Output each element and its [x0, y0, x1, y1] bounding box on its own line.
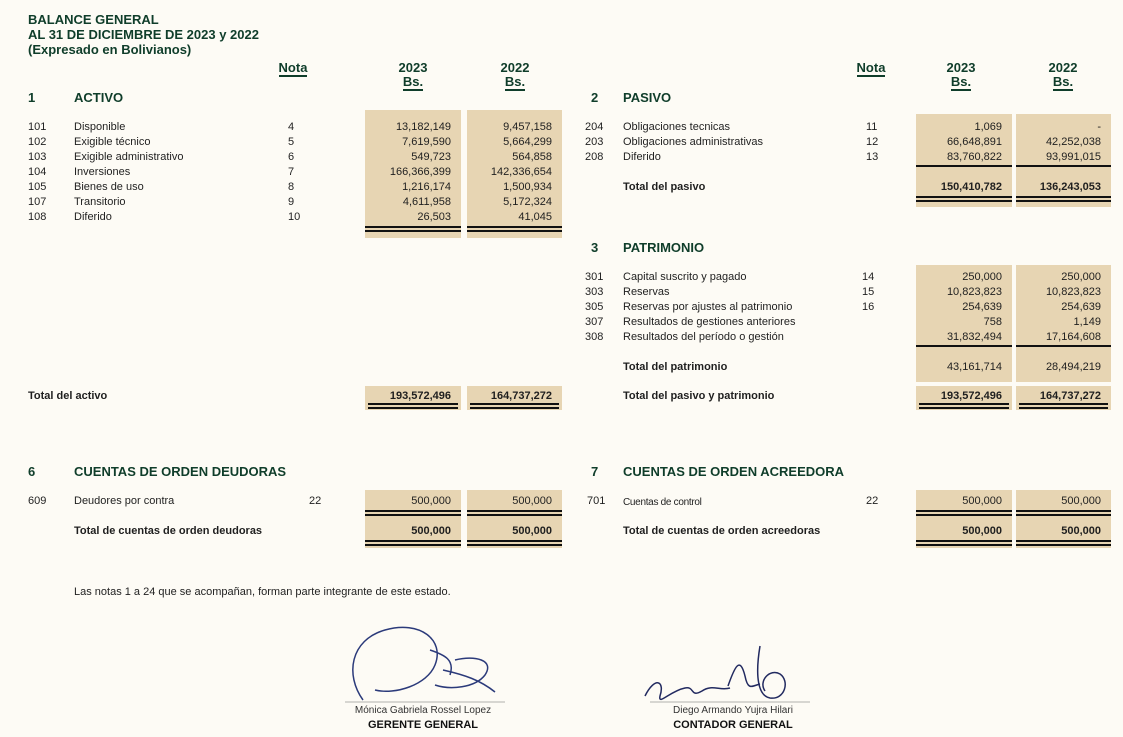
pasivo-nota: 12: [866, 136, 879, 148]
activo-value-2023: 166,366,399: [389, 166, 451, 178]
contador-name: Diego Armando Yujra Hilari: [673, 705, 793, 716]
deudoras-code: 609: [28, 495, 47, 507]
activo-label: Exigible técnico: [74, 136, 151, 148]
total-pasivo-patrimonio-label: Total del pasivo y patrimonio: [623, 390, 775, 402]
total-pasivo-patrimonio-2023: 193,572,496: [940, 390, 1002, 402]
activo-nota: 7: [288, 166, 295, 178]
total-acreedoras-2022: 500,000: [1061, 525, 1101, 537]
pasivo-double-rule-2022: [1016, 196, 1111, 202]
activo-value-2023: 4,611,958: [402, 196, 451, 208]
pasivo-value-2023: 83,760,822: [946, 151, 1002, 163]
patrimonio-label: Capital suscrito y pagado: [623, 271, 747, 283]
patrimonio-value-2022: 10,823,823: [1045, 286, 1101, 298]
acreedoras-rule-2023: [916, 510, 1012, 516]
title-line-3: (Expresado en Bolivianos): [28, 42, 192, 57]
signature-gerente: [335, 620, 515, 710]
total-patrimonio-2023: 43,161,714: [946, 361, 1002, 373]
activo-num: 1: [28, 90, 36, 105]
pasivo-value-2022: -: [1097, 121, 1101, 133]
activo-value-2022: 142,336,654: [490, 166, 552, 178]
acreedoras-heading: CUENTAS DE ORDEN ACREEDORA: [623, 464, 845, 479]
total-activo-2023: 193,572,496: [389, 390, 451, 402]
acreedoras-label: Cuentas de control: [623, 497, 702, 508]
total-pasivo-patrimonio-2022: 164,737,272: [1039, 390, 1101, 402]
gerente-name: Mónica Gabriela Rossel Lopez: [354, 705, 492, 716]
patrimonio-code: 308: [585, 331, 604, 343]
patrimonio-code: 305: [585, 301, 604, 313]
patrimonio-label: Reservas: [623, 286, 670, 298]
total-acreedoras-2023: 500,000: [962, 525, 1002, 537]
patrimonio-label: Resultados del período o gestión: [623, 331, 784, 343]
activo-value-2022: 41,045: [518, 211, 552, 223]
patrimonio-heading: PATRIMONIO: [623, 240, 705, 255]
pasivo-label: Obligaciones tecnicas: [623, 121, 731, 133]
total-pasivo-2022: 136,243,053: [1039, 181, 1101, 193]
activo-heading: ACTIVO: [74, 90, 124, 105]
patrimonio-label: Reservas por ajustes al patrimonio: [623, 301, 793, 313]
pasivo-nota: 11: [866, 121, 878, 133]
total-pasivo-label: Total del pasivo: [623, 181, 706, 193]
nota-header-left: Nota: [278, 60, 308, 75]
patrimonio-value-2023: 254,639: [962, 301, 1002, 313]
total-deudoras-2023: 500,000: [411, 525, 451, 537]
activo-value-2022: 5,172,324: [503, 196, 552, 208]
pasivo-code: 204: [585, 121, 604, 133]
activo-nota: 10: [288, 211, 301, 223]
activo-value-2022: 5,664,299: [503, 136, 552, 148]
activo-label: Bienes de uso: [74, 181, 144, 193]
activo-nota: 9: [288, 196, 295, 208]
acreedoras-code: 701: [587, 495, 606, 507]
patrimonio-subtotal-rule-2022: [1016, 345, 1111, 347]
activo-code: 107: [28, 196, 47, 208]
total-activo-rule-2022: [470, 403, 559, 409]
activo-value-2023: 7,619,590: [402, 136, 451, 148]
patrimonio-value-2023: 10,823,823: [946, 286, 1002, 298]
total-acreedoras-rule-2023: [916, 540, 1012, 546]
pasivo-label: Diferido: [623, 151, 661, 163]
patrimonio-value-2023: 31,832,494: [946, 331, 1002, 343]
activo-double-rule-2023: [365, 226, 461, 232]
activo-label: Inversiones: [74, 166, 131, 178]
patrimonio-nota: 14: [862, 271, 875, 283]
activo-nota: 5: [288, 136, 295, 148]
deudoras-label: Deudores por contra: [74, 495, 175, 507]
contador-title: CONTADOR GENERAL: [673, 719, 793, 731]
patrimonio-subtotal-rule-2023: [916, 345, 1012, 347]
deudoras-rule-2023: [365, 510, 461, 516]
footnote: Las notas 1 a 24 que se acompañan, forman parte integrante de este estado.: [74, 586, 451, 598]
total-pp-rule-2023: [919, 403, 1009, 409]
patrimonio-code: 307: [585, 316, 604, 328]
patrimonio-value-2022: 17,164,608: [1045, 331, 1101, 343]
year-2023-header-right: 2023 Bs.: [946, 60, 976, 89]
pasivo-double-rule-2023: [916, 196, 1012, 202]
title-line-2: AL 31 DE DICIEMBRE DE 2023 y 2022: [28, 27, 259, 42]
total-deudoras-label: Total de cuentas de orden deudoras: [74, 525, 263, 537]
patrimonio-value-2023: 758: [983, 316, 1002, 328]
total-acreedoras-label: Total de cuentas de orden acreedoras: [623, 525, 821, 537]
patrimonio-value-2022: 1,149: [1073, 316, 1101, 328]
activo-code: 108: [28, 211, 47, 223]
total-deudoras-2022: 500,000: [512, 525, 552, 537]
pasivo-num: 2: [591, 90, 599, 105]
gerente-title: GERENTE GENERAL: [367, 719, 478, 731]
activo-label: Exigible administrativo: [74, 151, 184, 163]
acreedoras-value-2022: 500,000: [1061, 495, 1101, 507]
activo-value-2022: 564,858: [512, 151, 552, 163]
total-deudoras-rule-2022: [467, 540, 562, 546]
activo-value-2023: 549,723: [411, 151, 451, 163]
activo-nota: 4: [288, 121, 295, 133]
activo-code: 105: [28, 181, 47, 193]
activo-label: Transitorio: [74, 196, 126, 208]
total-activo-2022: 164,737,272: [490, 390, 552, 402]
patrimonio-num: 3: [591, 240, 599, 255]
report-title: [28, 12, 259, 57]
activo-nota: 6: [288, 151, 295, 163]
pasivo-heading: PASIVO: [623, 90, 672, 105]
activo-value-2023: 1,216,174: [402, 181, 451, 193]
deudoras-heading: CUENTAS DE ORDEN DEUDORAS: [74, 464, 287, 479]
total-acreedoras-rule-2022: [1016, 540, 1111, 546]
pasivo-code: 203: [585, 136, 604, 148]
deudoras-rule-2022: [467, 510, 562, 516]
total-patrimonio-2022: 28,494,219: [1045, 361, 1101, 373]
pasivo-label: Obligaciones administrativas: [623, 136, 764, 148]
acreedoras-num: 7: [591, 464, 599, 479]
title-line-1: BALANCE GENERAL: [28, 12, 159, 27]
acreedoras-rule-2022: [1016, 510, 1111, 516]
total-activo-label: Total del activo: [28, 390, 108, 402]
nota-header-right: Nota: [856, 60, 886, 75]
total-pasivo-2023: 150,410,782: [940, 181, 1002, 193]
activo-label: Diferido: [74, 211, 112, 223]
deudoras-num: 6: [28, 464, 36, 479]
year-2022-header-right: 2022 Bs.: [1048, 60, 1078, 89]
activo-code: 101: [28, 121, 47, 133]
total-activo-rule-2023: [368, 403, 458, 409]
patrimonio-value-2022: 250,000: [1061, 271, 1101, 283]
total-deudoras-rule-2023: [365, 540, 461, 546]
patrimonio-code: 301: [585, 271, 604, 283]
patrimonio-code: 303: [585, 286, 604, 298]
patrimonio-nota: 15: [862, 286, 875, 298]
activo-code: 102: [28, 136, 47, 148]
activo-value-2022: 1,500,934: [503, 181, 552, 193]
total-pp-rule-2022: [1019, 403, 1108, 409]
total-patrimonio-label: Total del patrimonio: [623, 361, 728, 373]
deudoras-nota: 22: [309, 495, 322, 507]
signature-contador: [640, 636, 820, 716]
activo-value-2023: 13,182,149: [395, 121, 451, 133]
pasivo-code: 208: [585, 151, 604, 163]
activo-code: 104: [28, 166, 47, 178]
patrimonio-label: Resultados de gestiones anteriores: [623, 316, 796, 328]
pasivo-nota: 13: [866, 151, 879, 163]
year-2023-header-left: 2023 Bs.: [398, 60, 428, 89]
pasivo-subtotal-rule-2023: [916, 165, 1012, 167]
activo-nota: 8: [288, 181, 295, 193]
pasivo-subtotal-rule-2022: [1016, 165, 1111, 167]
activo-value-2022: 9,457,158: [503, 121, 552, 133]
acreedoras-value-2023: 500,000: [962, 495, 1002, 507]
activo-label: Disponible: [74, 121, 126, 133]
pasivo-value-2023: 1,069: [974, 121, 1002, 133]
activo-value-2023: 26,503: [417, 211, 451, 223]
patrimonio-nota: 16: [862, 301, 875, 313]
acreedoras-nota: 22: [866, 495, 879, 507]
pasivo-value-2022: 42,252,038: [1045, 136, 1101, 148]
deudoras-value-2022: 500,000: [512, 495, 552, 507]
activo-code: 103: [28, 151, 47, 163]
deudoras-value-2023: 500,000: [411, 495, 451, 507]
pasivo-value-2022: 93,991,015: [1045, 151, 1101, 163]
year-2022-header-left: 2022 Bs.: [500, 60, 530, 89]
patrimonio-value-2023: 250,000: [962, 271, 1002, 283]
activo-double-rule-2022: [467, 226, 562, 232]
pasivo-value-2023: 66,648,891: [946, 136, 1002, 148]
patrimonio-value-2022: 254,639: [1061, 301, 1101, 313]
